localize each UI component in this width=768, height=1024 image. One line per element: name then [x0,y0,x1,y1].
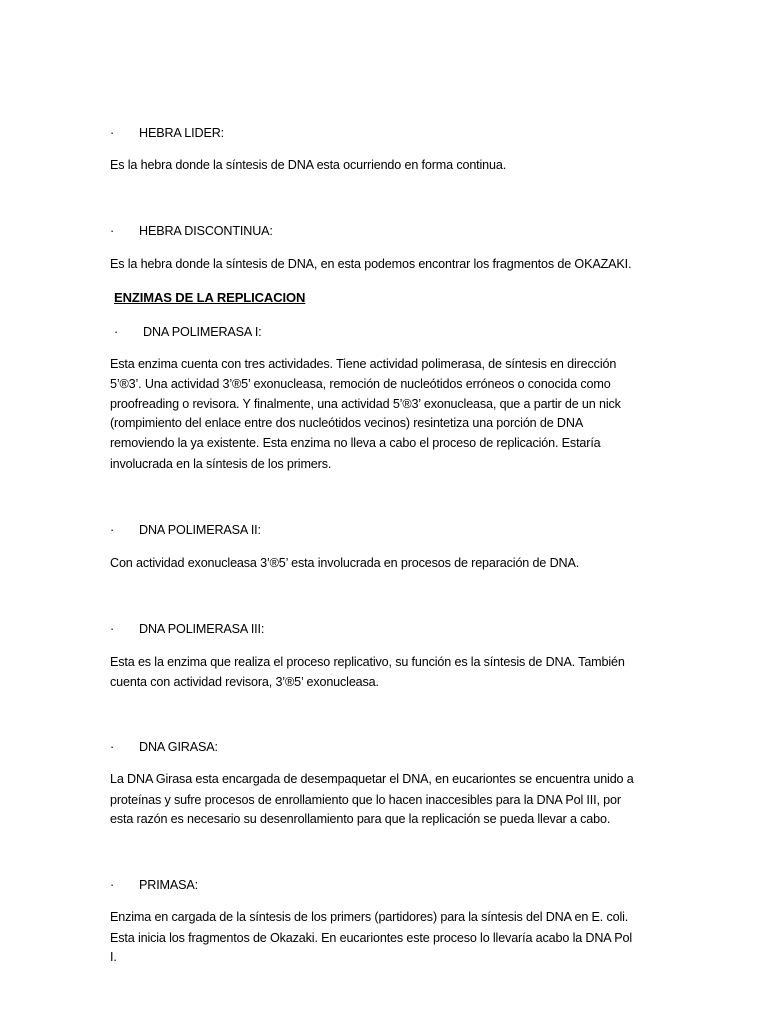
paragraph-dna-pol-2-line-1: Con actividad exonucleasa 3’®5’ esta involucrada en procesos de reparación de DNA. [110,556,580,570]
paragraph-dna-girasa-line-1: La DNA Girasa esta encargada de desempaquetar el DNA, en eucariontes se encuentra unido a [110,772,634,786]
bullet-hebra-discontinua: · [110,224,115,238]
heading-dna-girasa: DNA GIRASA: [139,740,218,754]
paragraph-dna-pol-3-line-2: cuenta con actividad revisora, 3’®5’ exonucleasa. [110,675,379,689]
bullet-dna-pol-3: · [110,622,115,636]
paragraph-dna-pol-1-line-3: proofreading o revisora. Y finalmente, una actividad 5’®3’ exonucleasa, que a partir de un nick [110,397,621,411]
heading-hebra-discontinua: HEBRA DISCONTINUA: [139,224,273,238]
paragraph-dna-girasa-line-2: proteínas y sufre procesos de enrollamiento que lo hacen inaccesibles para la DNA Pol III, por [110,793,621,807]
paragraph-dna-pol-3-line-1: Esta es la enzima que realiza el proceso replicativo, su función es la síntesis de DNA. También [110,655,625,669]
heading-dna-pol-2: DNA POLIMERASA II: [139,523,261,537]
paragraph-hebra-lider-line-1: Es la hebra donde la síntesis de DNA esta ocurriendo en forma continua. [110,158,507,172]
bullet-dna-pol-1: · [114,325,119,339]
paragraph-primasa-line-3: I. [110,950,117,964]
paragraph-hebra-discontinua-line-1: Es la hebra donde la síntesis de DNA, en esta podemos encontrar los fragmentos de OKAZAKI. [110,257,632,271]
paragraph-primasa-line-1: Enzima en cargada de la síntesis de los primers (partidores) para la síntesis del DNA en E. coli. [110,910,629,924]
bullet-dna-girasa: · [110,740,115,754]
paragraph-dna-pol-1-line-6: involucrada en la síntesis de los primers. [110,457,332,471]
heading-primasa: PRIMASA: [139,878,198,892]
paragraph-dna-pol-1-line-2: 5’®3’. Una actividad 3’®5’ exonucleasa, remoción de nucleótidos erróneos o conocida como [110,377,611,391]
paragraph-primasa-line-2: Esta inicia los fragmentos de Okazaki. En eucariontes este proceso lo llevaría acabo la DNA Pol [110,931,632,945]
bullet-dna-pol-2: · [110,523,115,537]
bullet-primasa: · [110,878,115,892]
heading-dna-pol-3: DNA POLIMERASA III: [139,622,265,636]
heading-dna-pol-1: DNA POLIMERASA I: [143,325,262,339]
paragraph-dna-pol-1-line-5: removiendo la ya existente. Esta enzima no lleva a cabo el proceso de replicación. Estaría [110,436,601,450]
section-title: ENZIMAS DE LA REPLICACION [114,290,306,305]
paragraph-dna-girasa-line-3: esta razón es necesario su desenrollamiento para que la replicación se pueda llevar a cabo. [110,812,611,826]
paragraph-dna-pol-1-line-1: Esta enzima cuenta con tres actividades. Tiene actividad polimerasa, de síntesis en dirección [110,357,617,371]
paragraph-dna-pol-1-line-4: (rompimiento del enlace entre dos nucleótidos vecinos) resintetiza una porción de DNA [110,416,584,430]
heading-hebra-lider: HEBRA LIDER: [139,126,224,140]
bullet-hebra-lider: · [110,126,115,140]
